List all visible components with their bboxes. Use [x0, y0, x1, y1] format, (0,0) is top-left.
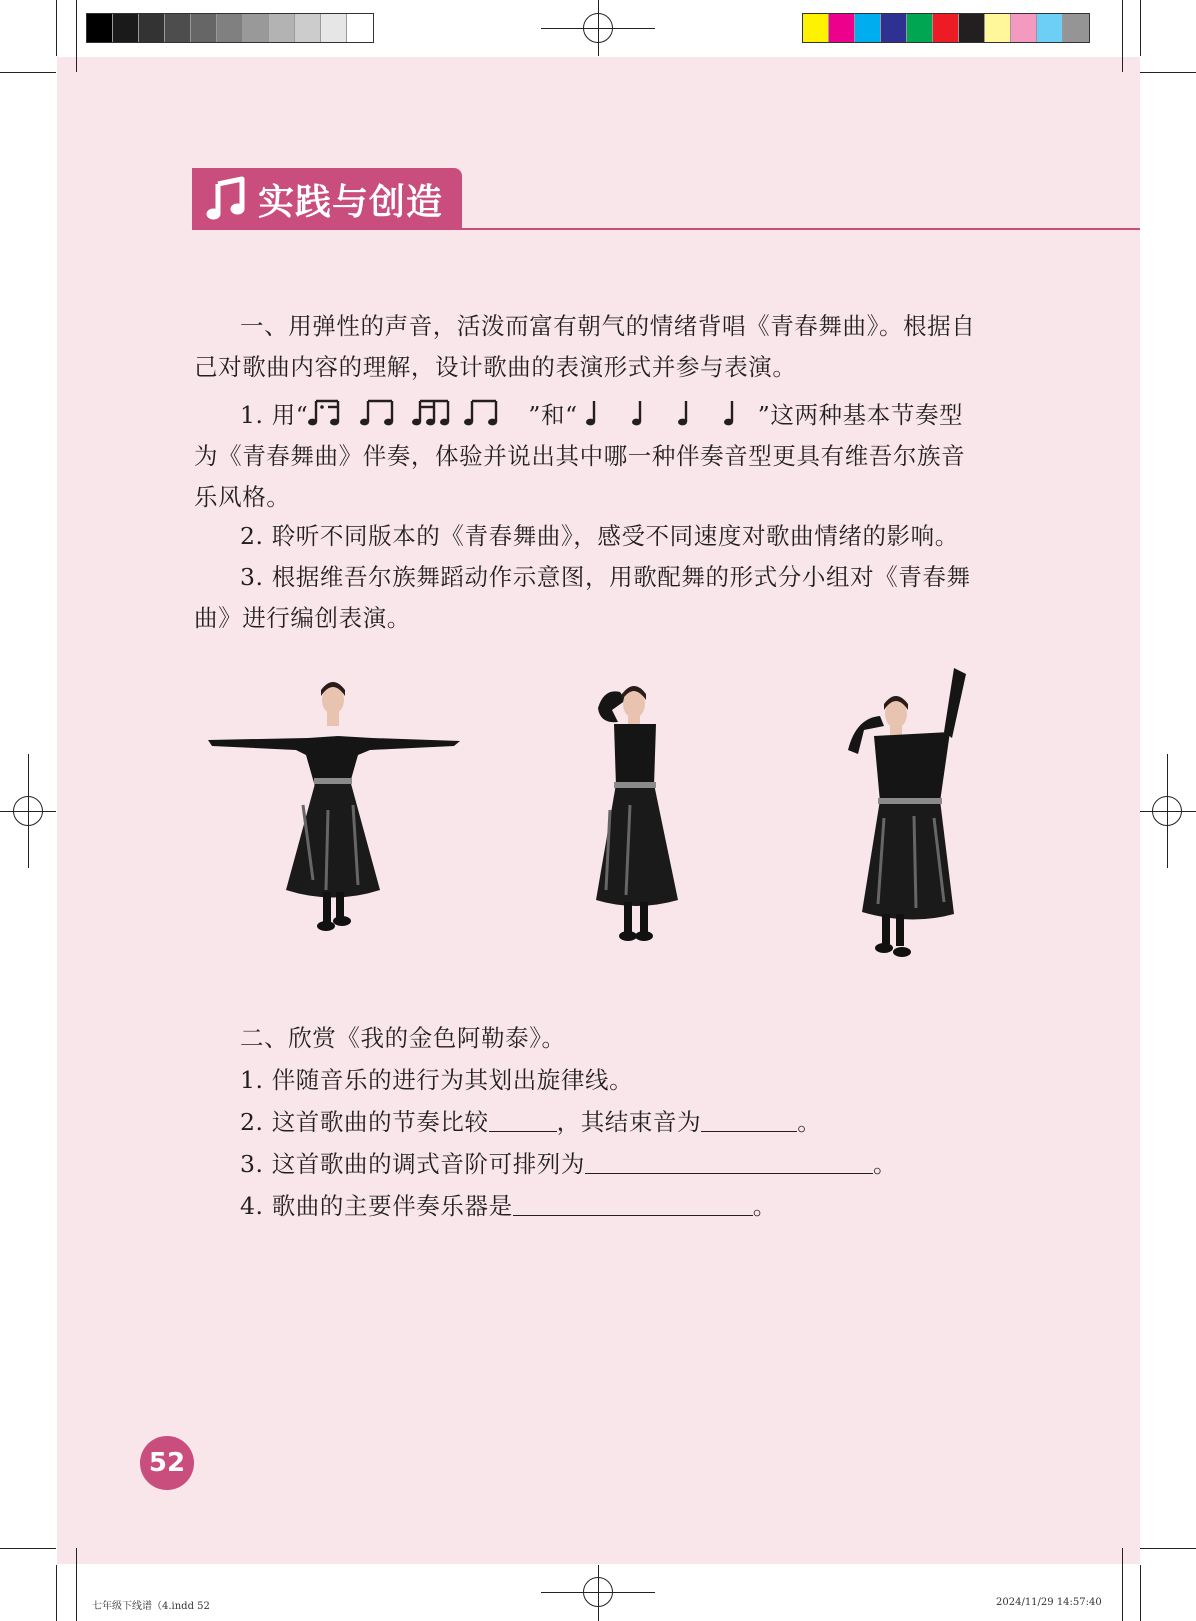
crop-mark [56, 0, 57, 56]
crop-mark [0, 1548, 56, 1549]
crop-mark [76, 0, 77, 72]
crop-mark [1122, 1548, 1123, 1621]
registration-line [28, 754, 29, 868]
crop-mark [56, 1565, 57, 1621]
section-title: 实践与创造 [258, 181, 444, 223]
item2-text-b: ，其结束音为 [556, 1108, 702, 1136]
registration-line [1140, 811, 1196, 812]
item1-end-text: ”这两种基本节奏型为《青春舞曲》伴奏，体验并说出其中哪一种伴奏音型更具有维吾尔族音乐风格。 [194, 401, 966, 511]
instrument-answer-blank[interactable] [513, 1193, 753, 1216]
item3-text-b: 。 [873, 1150, 898, 1178]
item4-text-b: 。 [752, 1192, 777, 1220]
section2-item1: 1. 伴随音乐的进行为其划出旋律线。 [240, 1066, 634, 1094]
grayscale-swatches [86, 13, 374, 43]
registration-line [598, 0, 599, 56]
dancer-figure-2 [590, 680, 686, 948]
section1-item2: 2. 聆听不同版本的《青春舞曲》，感受不同速度对歌曲情绪的影响。 [240, 522, 959, 550]
registration-line [598, 1565, 599, 1621]
item1-start-text: 1. 用“ [240, 401, 309, 429]
rhythm-pattern-1 [308, 398, 528, 428]
item2-text-a: 2. 这首歌曲的节奏比较 [240, 1108, 489, 1136]
item2-text-c: 。 [797, 1108, 822, 1136]
section1-item1 [194, 395, 984, 518]
section1-intro: 一、用弹性的声音，活泼而富有朝气的情绪背唱《青春舞曲》。根据自己对歌曲内容的理解，设计歌曲的表演形式并参与表演。 [194, 312, 976, 381]
section2-item3 [194, 1144, 984, 1185]
dancer-figure-3 [844, 668, 982, 962]
section2-item4 [194, 1186, 984, 1227]
ending-note-answer-blank[interactable] [701, 1109, 797, 1132]
item1-mid-text: ”和“ [528, 401, 578, 429]
color-swatches [802, 13, 1090, 43]
crop-mark [1140, 0, 1141, 56]
header-rule [192, 228, 1140, 230]
section2-item2 [194, 1102, 984, 1143]
page-number: 52 [140, 1436, 194, 1490]
rhythm-pattern-2 [578, 398, 758, 428]
item3-text-a: 3. 这首歌曲的调式音阶可排列为 [240, 1150, 585, 1178]
item4-text-a: 4. 歌曲的主要伴奏乐器是 [240, 1192, 513, 1220]
dancer-figure-1 [208, 680, 460, 940]
crop-mark [1140, 72, 1196, 73]
section-header [192, 168, 462, 230]
crop-mark [0, 72, 56, 73]
crop-mark [76, 1548, 77, 1621]
crop-mark [1140, 1565, 1141, 1621]
footer-file-info: 七年级下线谱（4.indd 52 [92, 1601, 210, 1612]
footer-timestamp: 2024/11/29 14:57:40 [996, 1597, 1102, 1608]
music-note-icon [206, 176, 248, 222]
registration-line [1167, 754, 1168, 868]
rhythm-answer-blank[interactable] [489, 1109, 557, 1132]
section2-intro: 二、欣赏《我的金色阿勒泰》。 [240, 1024, 566, 1052]
section1-item3: 3. 根据维吾尔族舞蹈动作示意图，用歌配舞的形式分小组对《青春舞曲》进行编创表演。 [194, 563, 971, 632]
crop-mark [1140, 1548, 1196, 1549]
crop-mark [1122, 0, 1123, 72]
scale-answer-blank[interactable] [585, 1151, 873, 1174]
